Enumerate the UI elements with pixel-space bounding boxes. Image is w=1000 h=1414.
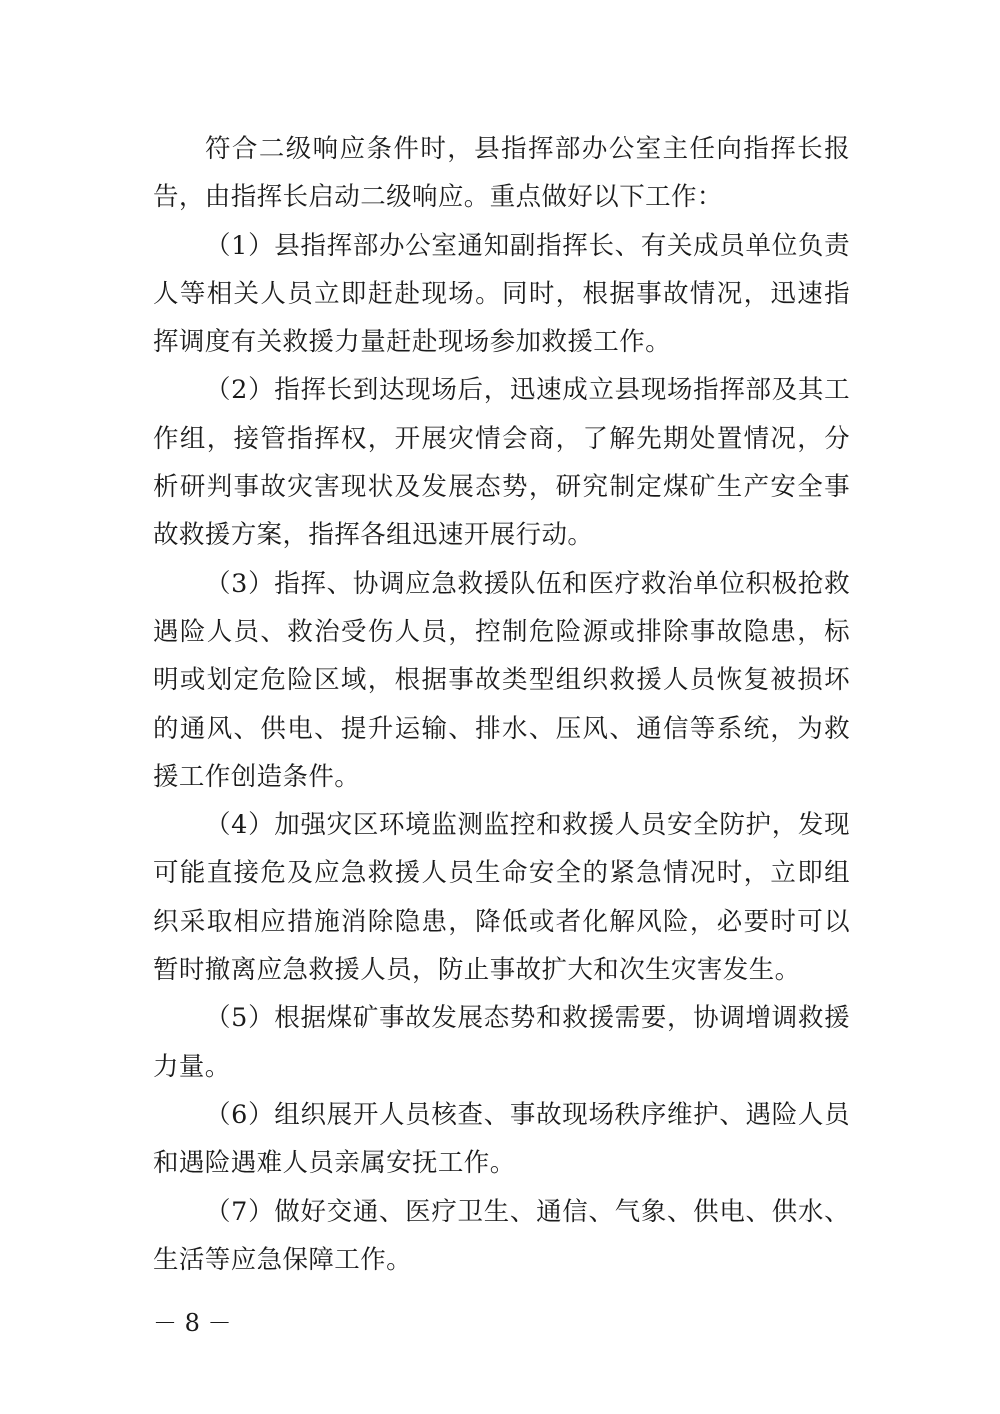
paragraph-item-1: （1）县指挥部办公室通知副指挥长、有关成员单位负责人等相关人员立即赶赴现场。同时，根据事故情况，迅速指挥调度有关救援力量赶赴现场参加救援工作。: [153, 230, 850, 358]
body-text: [153, 125, 850, 1284]
page-number: － 8 －: [153, 1309, 232, 1337]
paragraph-item-3: （3）指挥、协调应急救援队伍和医疗救治单位积极抢救遇险人员、救治受伤人员，控制危险源或排除事故隐患，标明或划定危险区域，根据事故类型组织救援人员恢复被损坏的通风、供电、提升运输、排水、压风、通信等系统，为救援工作创造条件。: [153, 568, 850, 792]
paragraph-intro: 符合二级响应条件时，县指挥部办公室主任向指挥长报告，由指挥长启动二级响应。重点做好以下工作：: [153, 134, 850, 213]
paragraph-item-6: （6）组织展开人员核查、事故现场秩序维护、遇险人员和遇险遇难人员亲属安抚工作。: [153, 1099, 850, 1179]
paragraph-item-2: （2）指挥长到达现场后，迅速成立县现场指挥部及其工作组，接管指挥权，开展灾情会商，了解先期处置情况，分析研判事故灾害现状及发展态势，研究制定煤矿生产安全事故救援方案，指挥各组迅速开展行动。: [153, 375, 850, 551]
paragraph-item-7: （7）做好交通、医疗卫生、通信、气象、供电、供水、生活等应急保障工作。: [153, 1196, 850, 1275]
paragraph-item-5: （5）根据煤矿事故发展态势和救援需要，协调增调救援力量。: [153, 1003, 850, 1082]
paragraph-item-4: （4）加强灾区环境监测监控和救援人员安全防护，发现可能直接危及应急救援人员生命安全的紧急情况时，立即组织采取相应措施消除隐患，降低或者化解风险，必要时可以暂时撤离应急救援人员，防止事故扩大和次生灾害发生。: [153, 810, 850, 986]
